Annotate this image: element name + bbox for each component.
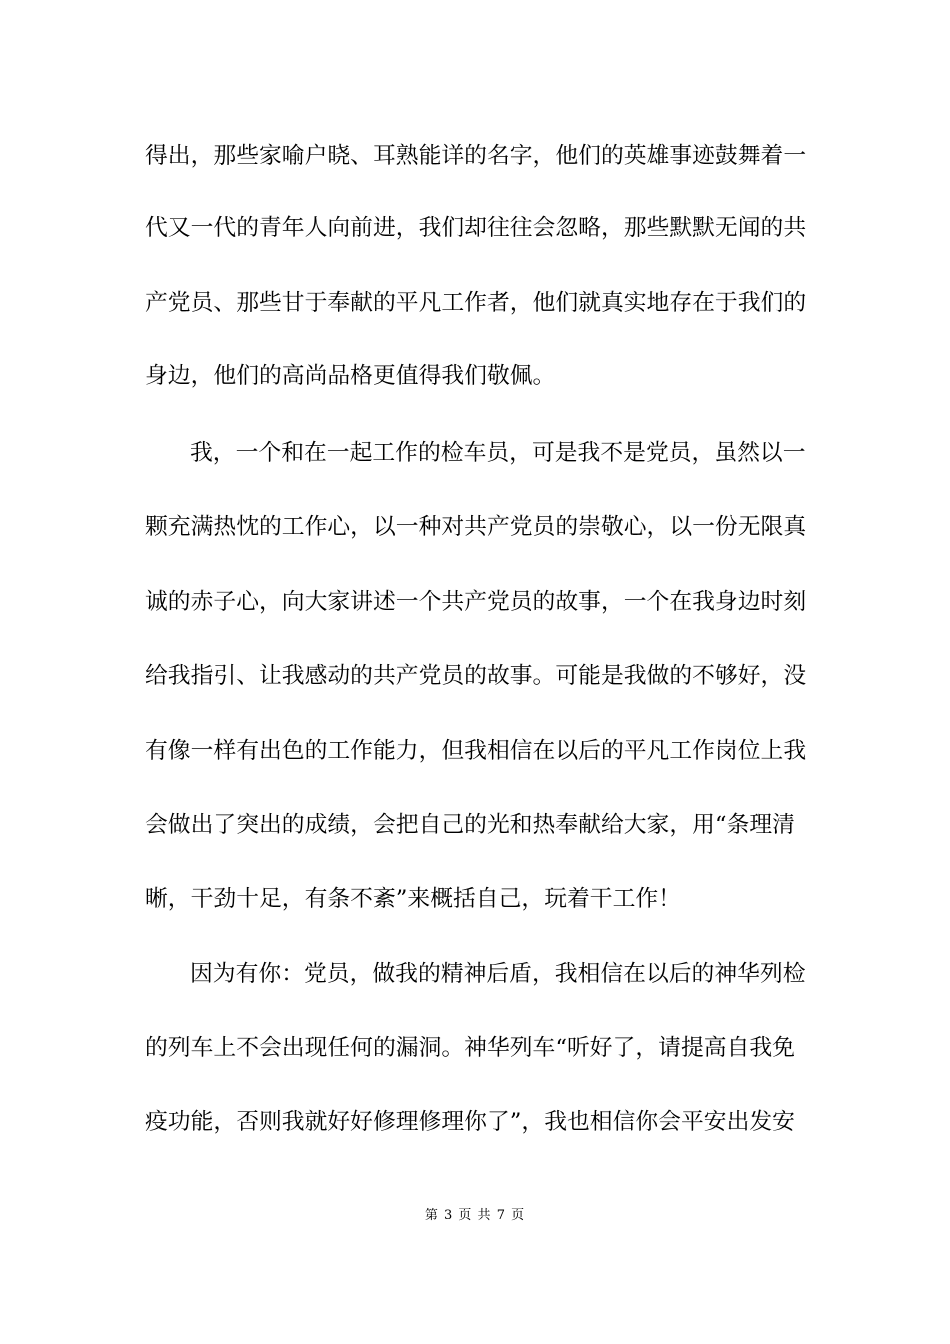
text-line: 有像一样有出色的工作能力，但我相信在以后的平凡工作岗位上我 bbox=[145, 738, 807, 764]
text-line: 的列车上不会出现任何的漏洞。神华列车“听好了，请提高自我免 bbox=[145, 1035, 795, 1061]
text-line: 疫功能，否则我就好好修理修理你了”，我也相信你会平安出发安 bbox=[145, 1109, 795, 1135]
paragraph-start-line: 我，一个和在一起工作的检车员，可是我不是党员，虽然以一 bbox=[190, 440, 806, 466]
text-line: 晰，干劲十足，有条不紊”来概括自己，玩着干工作！ bbox=[145, 886, 681, 912]
text-line: 产党员、那些甘于奉献的平凡工作者，他们就真实地存在于我们的 bbox=[145, 290, 807, 316]
text-line: 会做出了突出的成绩，会把自己的光和热奉献给大家，用“条理清 bbox=[145, 812, 795, 838]
paragraph-start-line: 因为有你：党员，做我的精神后盾，我相信在以后的神华列检 bbox=[190, 961, 806, 987]
text-line: 诚的赤子心，向大家讲述一个共产党员的故事，一个在我身边时刻 bbox=[145, 589, 807, 615]
text-line: 给我指引、让我感动的共产党员的故事。可能是我做的不够好，没 bbox=[145, 663, 807, 689]
text-line: 颗充满热忱的工作心，以一种对共产党员的崇敬心，以一份无限真 bbox=[145, 514, 807, 540]
page-number-footer: 第 3 页 共 7 页 bbox=[424, 1208, 526, 1223]
text-line: 身边，他们的高尚品格更值得我们敬佩。 bbox=[145, 363, 556, 389]
text-line: 得出，那些家喻户晓、耳熟能详的名字，他们的英雄事迹鼓舞着一 bbox=[145, 143, 807, 169]
text-line: 代又一代的青年人向前进，我们却往往会忽略，那些默默无闻的共 bbox=[145, 215, 807, 241]
